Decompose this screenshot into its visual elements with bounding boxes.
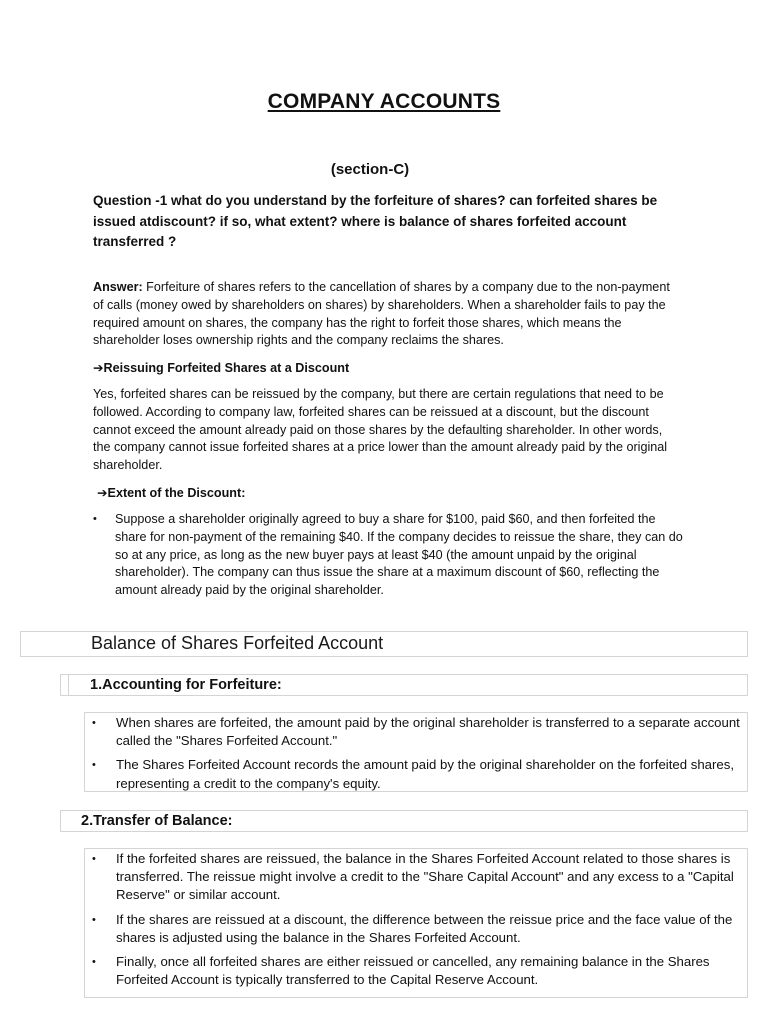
list-item-text: Finally, once all forfeited shares are either reissued or cancelled, any remaining balance in the Shares Forfeited Account is typically transferred to the Capital Reserve Account. — [116, 954, 710, 988]
answer-paragraph — [93, 279, 683, 350]
section-label: (section-C) — [330, 161, 410, 178]
extent-heading: ➔Extent of the Discount: — [97, 486, 246, 500]
reissue-heading: ➔Reissuing Forfeited Shares at a Discount — [93, 361, 350, 375]
question-text: Question -1 what do you understand by the forfeiture of shares? can forfeited shares be issued atdiscount? if so, what extent? where is balance of shares forfeited account transferred ? — [93, 193, 658, 249]
answer-text: Forfeiture of shares refers to the cancellation of shares by a company due to the non-payment of calls (money owed by shareholders on shares) by shareholders. When a shareholder fails to pay the required amount on shares, the company has the right to forfeit those shares, which means the shareholder loses ownership rights and the company reclaims the shares. — [93, 280, 670, 348]
list-item — [92, 756, 740, 792]
bullet-icon: • — [92, 759, 96, 772]
balance-heading: Balance of Shares Forfeited Account — [91, 633, 384, 653]
bullet-icon: • — [92, 717, 96, 729]
document-title: COMPANY ACCOUNTS — [267, 90, 501, 113]
list-item — [93, 511, 683, 600]
list-item — [92, 911, 744, 947]
bullet-icon: • — [92, 913, 96, 926]
accounting-heading-marker — [60, 674, 69, 696]
list-item-text: Suppose a shareholder originally agreed to buy a share for $100, paid $60, and then forfeited the share for non-payment of the remaining $40. If the company decides to reissue the share, they can do so at any price, as long as the new buyer pays at least $40 (the amount unpaid by the original shareholder). The company can thus issue the share at a maximum discount of $60, reflecting the amount already paid by the original shareholder. — [115, 512, 683, 598]
list-item-text: The Shares Forfeited Account records the amount paid by the original shareholder on the forfeited shares, representing a credit to the company's equity. — [116, 757, 734, 791]
list-item-text: When shares are forfeited, the amount paid by the original shareholder is transferred to a separate account called the "Shares Forfeited Account." — [116, 715, 740, 749]
transfer-heading: 2.Transfer of Balance: — [81, 813, 233, 829]
list-item — [92, 850, 744, 905]
list-item-text: If the shares are reissued at a discount, the difference between the reissue price and the face value of the shares is adjusted using the balance in the Shares Forfeited Account. — [116, 911, 733, 945]
bullet-icon: • — [92, 956, 96, 969]
transfer-list — [92, 850, 744, 995]
accounting-list — [92, 714, 740, 799]
extent-list — [93, 511, 683, 600]
list-item-text: If the forfeited shares are reissued, the balance in the Shares Forfeited Account related to those shares is transferred. The reissue might involve a credit to the "Share Capital Account" and any excess to a "Capital Reserve" or similar account. — [116, 851, 734, 903]
reissue-paragraph: Yes, forfeited shares can be reissued by the company, but there are certain regulations that need to be followed. According to company law, forfeited shares can be reissued at a discount, but the discount cannot exceed the amount already paid on those shares by the defaulting shareholder. In other words, the company cannot issue forfeited shares at a price lower than the amount already paid by the original shareholder. — [93, 387, 668, 473]
bullet-icon: • — [92, 853, 96, 865]
list-item — [92, 953, 744, 989]
list-item — [92, 714, 740, 750]
accounting-heading: 1.Accounting for Forfeiture: — [90, 677, 282, 693]
answer-label: Answer: — [93, 280, 143, 294]
bullet-icon: • — [93, 513, 97, 525]
